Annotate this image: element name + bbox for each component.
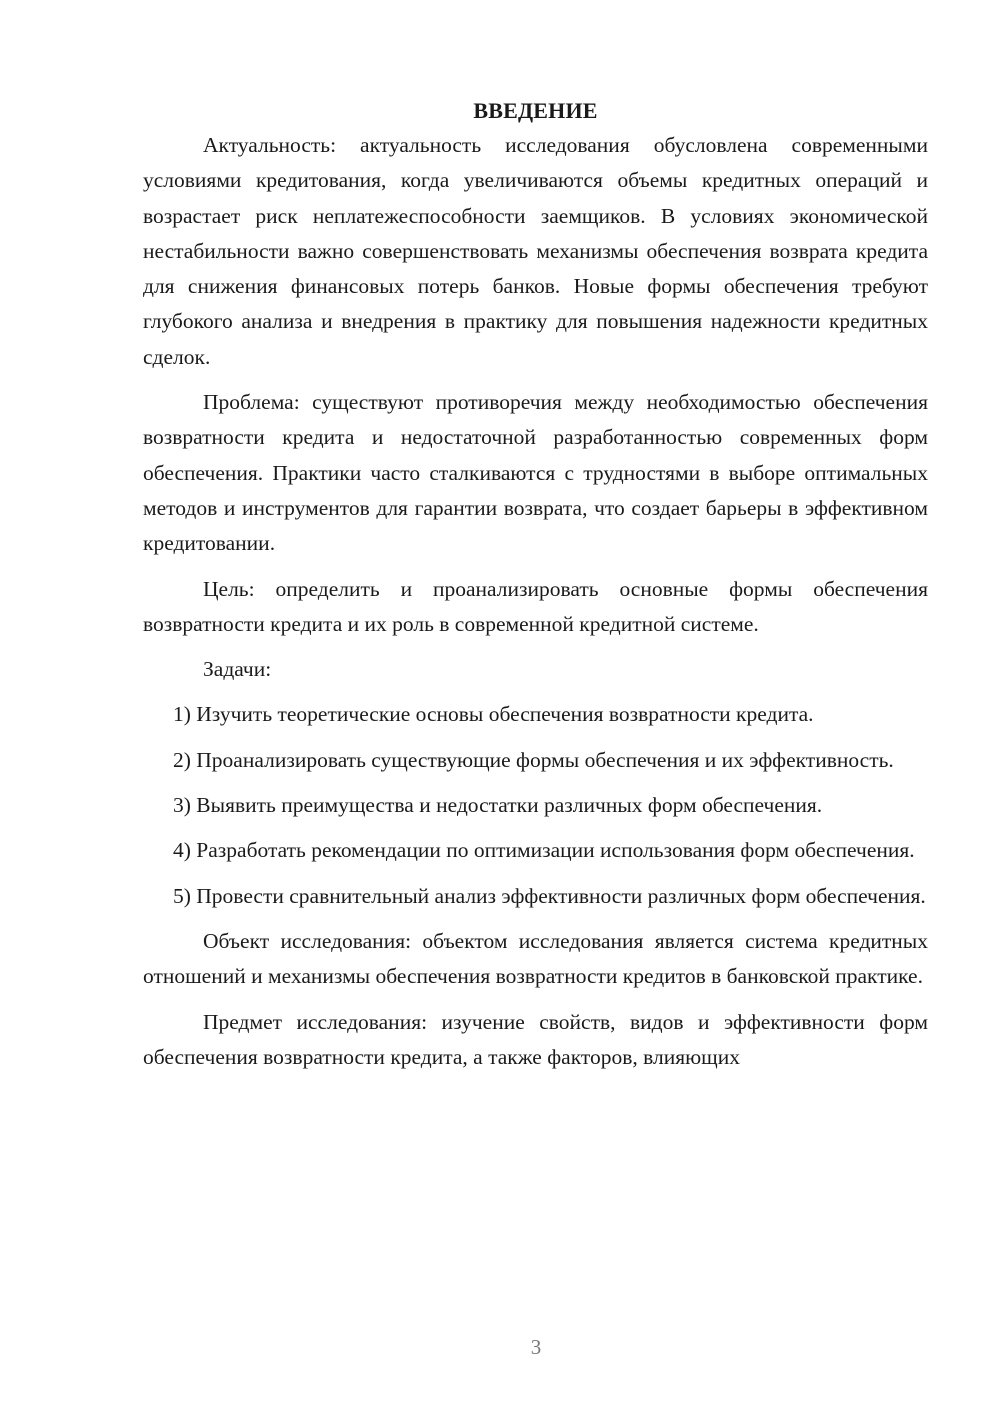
page-content <box>143 93 928 1075</box>
section-title: ВВЕДЕНИЕ <box>473 98 598 123</box>
paragraph-problem: Проблема: существуют противоречия между необходимостью обеспечения возвратности кредита и недостаточной разработанностью современных форм обеспечения. Практики часто сталкиваются с трудностями в выборе оптимальных методов и инструментов для гарантии возврата, что создает барьеры в эффективном кредитовании. <box>143 390 928 556</box>
paragraph-relevance: Актуальность: актуальность исследования обусловлена современными условиями кредитования, когда увеличиваются объемы кредитных операций и возрастает риск неплатежеспособности заемщиков. В условиях экономической нестабильности важно совершенствовать механизмы обеспечения возврата кредита для снижения финансовых потерь банков. Новые формы обеспечения требуют глубокого анализа и внедрения в практику для повышения надежности кредитных сделок. <box>143 133 928 369</box>
task-item-5: 5) Провести сравнительный анализ эффективности различных форм обеспечения. <box>173 883 926 908</box>
task-item-2: 2) Проанализировать существующие формы обеспечения и их эффективность. <box>173 747 894 772</box>
paragraph-tasks-heading: Задачи: <box>203 657 272 682</box>
task-item-1: 1) Изучить теоретические основы обеспечения возвратности кредита. <box>173 702 814 727</box>
paragraph-object: Объект исследования: объектом исследования является система кредитных отношений и механизмы обеспечения возвратности кредитов в банковской практике. <box>143 928 928 989</box>
paragraph-subject: Предмет исследования: изучение свойств, видов и эффективности форм обеспечения возвратности кредита, а также факторов, влияющих <box>143 1009 928 1069</box>
task-item-3: 3) Выявить преимущества и недостатки различных форм обеспечения. <box>173 793 823 818</box>
paragraph-goal: Цель: определить и проанализировать основные формы обеспечения возвратности кредита и их роль в современной кредитной системе. <box>143 576 928 636</box>
task-item-4: 4) Разработать рекомендации по оптимизации использования форм обеспечения. <box>173 838 915 863</box>
page-number: 3 <box>530 1335 542 1359</box>
